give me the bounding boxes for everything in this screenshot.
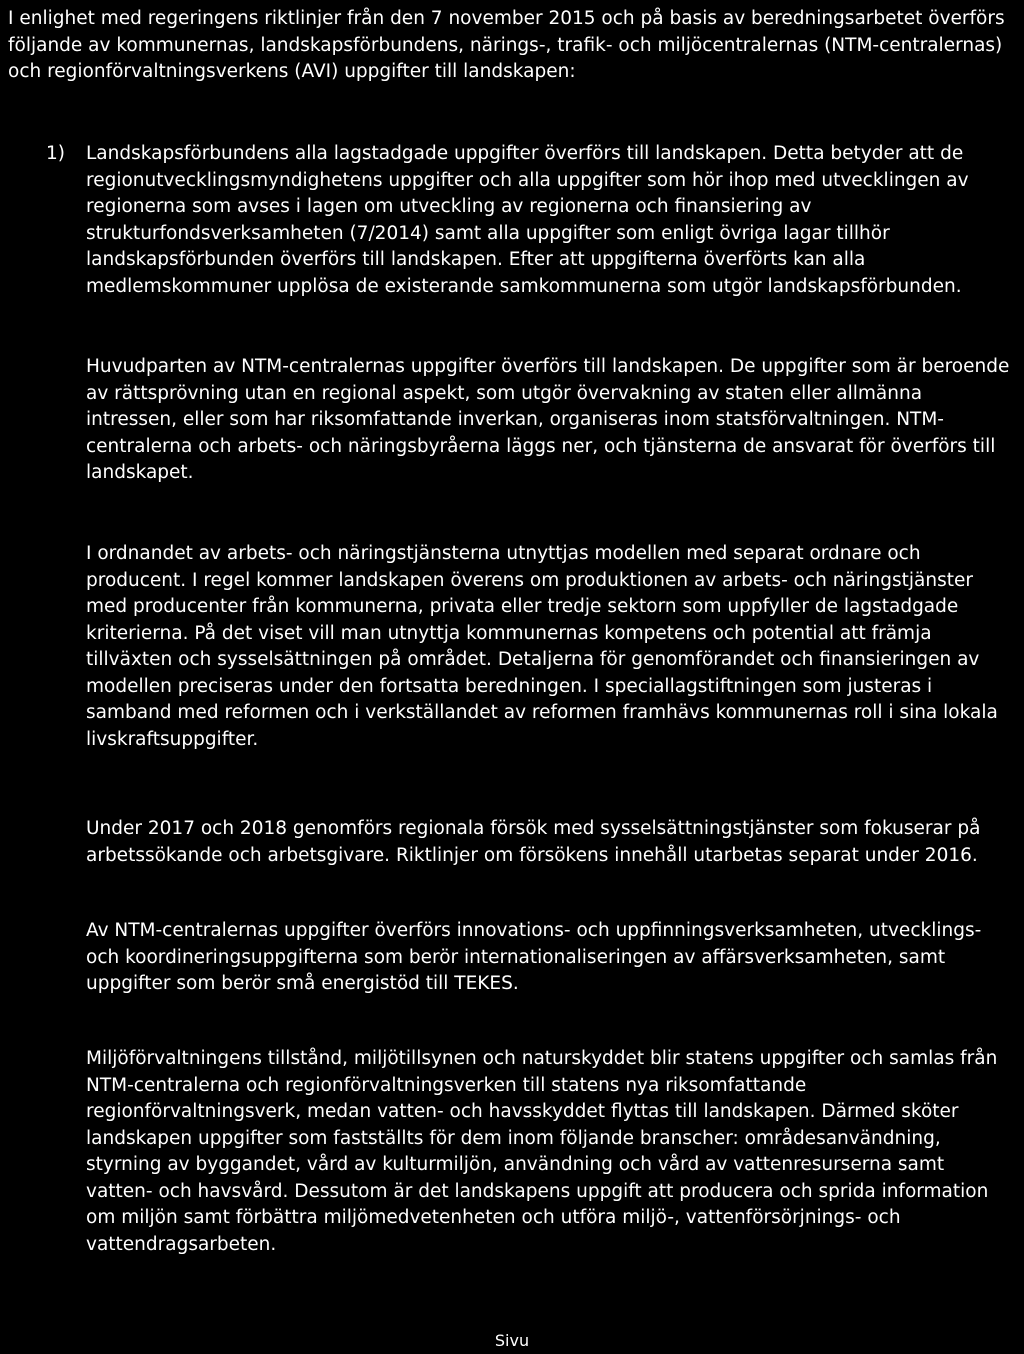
page-footer [0, 1330, 1024, 1352]
intro-paragraph: I enlighet med regeringens riktlinjer från den 7 november 2015 och på basis av beredningsarbetet överförs följande av kommunernas, landskapsförbundens, närings-, trafik- och miljöcentralernas (NTM-centralernas) och regionförvaltningsverkens (AVI) uppgifter till landskapen: [8, 8, 1005, 82]
page-label: Sivu [494, 1331, 530, 1350]
paragraph-environment-administration: Miljöförvaltningens tillstånd, miljötillsynen och naturskyddet blir statens uppgifter och samlas från NTM-centralerna och regionförvaltningsverken till statens nya riksomfattande regionförvaltningsverk, medan vatten- och havsskyddet flyttas till landskapen. Därmed sköter landskapen uppgifter som fastställts för dem inom följande branscher: områdesanvändning, styrning av byggandet, vård av kulturmiljön, användning och vård av vattenresurserna samt vatten- och havsvård. Dessutom är det landskapens uppgift att producera och sprida information om miljön samt förbättra miljömedvetenheten och utföra miljö-, vattenförsörjnings- och vattendragsarbeten. [86, 1048, 998, 1255]
paragraph-employment-services: I ordnandet av arbets- och näringstjänsterna utnyttjas modellen med separat ordnare och producent. I regel kommer landskapen överens om produktionen av arbets- och näringstjänster med producenter från kommunerna, privata eller tredje sektorn som uppfyller de lagstadgade kriterierna. På det viset vill man utnyttja kommunernas kompetens och potential att främja tillväxten och sysselsättningen på området. Detaljerna för genomförandet och finansieringen av modellen preciseras under den fortsatta beredningen. I speciallagstiftningen som justeras i samband med reformen och i verkställandet av reformen framhävs kommunernas roll i sina lokala livskraftsuppgifter. [86, 543, 998, 750]
paragraph-tekes-transfer: Av NTM-centralernas uppgifter överförs innovations- och uppfinningsverksamheten, utvecklings- och koordineringsuppgifterna som berör internationaliseringen av affärsverksamheten, samt uppgifter som berör små energistöd till TEKES. [86, 920, 982, 994]
paragraph-ntm-tasks: Huvudparten av NTM-centralernas uppgifter överförs till landskapen. De uppgifter som är beroende av rättsprövning utan en regional aspekt, som utgör övervakning av staten eller allmänna intressen, eller som har riksomfattande inverkan, organiseras inom statsförvaltningen. NTM-centralerna och arbets- och näringsbyråerna läggs ner, och tjänsterna de ansvarat för överförs till landskapet. [86, 356, 1010, 483]
list-marker: 1) [46, 143, 65, 164]
paragraph-regional-trials: Under 2017 och 2018 genomförs regionala försök med sysselsättningstjänster som fokuserar på arbetssökande och arbetsgivare. Riktlinjer om försökens innehåll utarbetas separat under 2016. [86, 818, 981, 866]
list-item-1-text: Landskapsförbundens alla lagstadgade uppgifter överförs till landskapen. Detta betyder att de regionutvecklingsmyndighetens uppgifter och alla uppgifter som hör ihop med utvecklingen av regionerna som avses i lagen om utveckling av regionerna och finansiering av strukturfondsverksamheten (7/2014) samt alla uppgifter som enligt övriga lagar tillhör landskapsförbunden överförs till landskapen. Efter att uppgifterna överförts kan alla medlemskommuner upplösa de existerande samkommunerna som utgör landskapsförbunden. [86, 143, 969, 297]
